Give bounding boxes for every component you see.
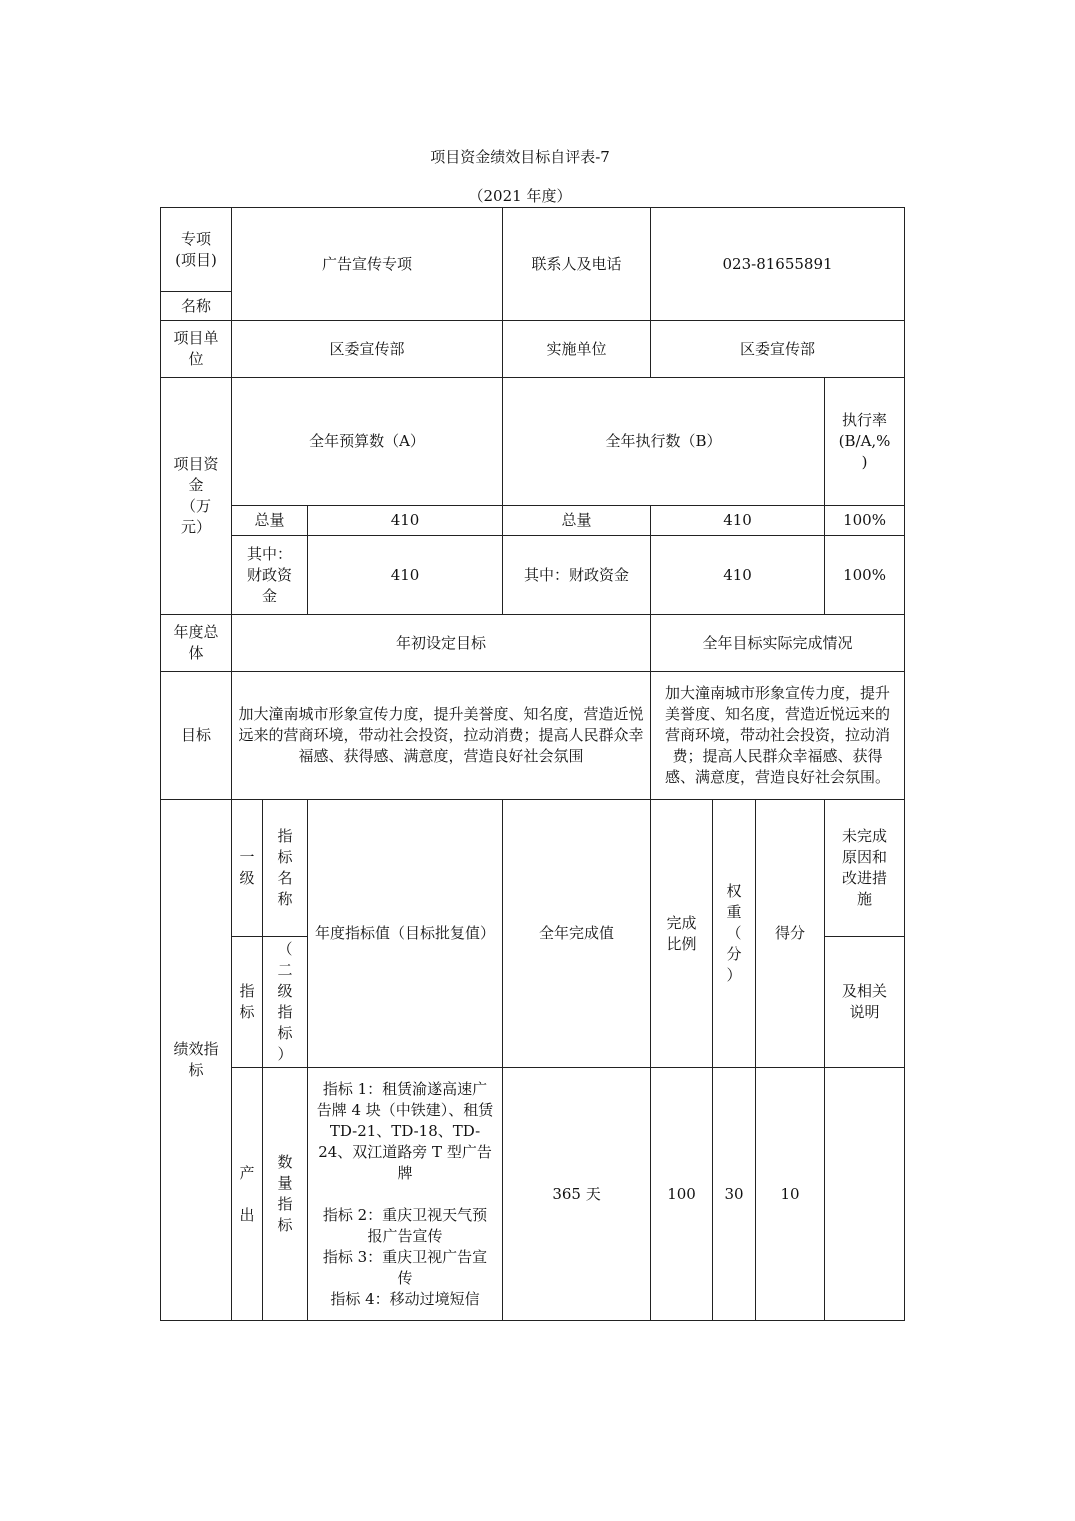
annual-budget-header: 全年预算数（A） (232, 378, 503, 506)
total-exec-value: 410 (651, 506, 825, 536)
indicator-weight: 30 (713, 1068, 756, 1321)
indicator-reason (825, 1068, 905, 1321)
form-title: 项目资金绩效目标自评表-7 (430, 148, 610, 166)
implementing-unit-value: 区委宣传部 (651, 321, 905, 378)
project-name-label: 专项 (项目) (161, 208, 232, 292)
total-rate-value: 100% (825, 506, 905, 536)
form-year: （2021 年度） (468, 187, 572, 205)
fiscal-budget-value: 410 (308, 536, 503, 615)
initial-goal-text: 加大潼南城市形象宣传力度，提升美誉度、知名度，营造近悦远来的营商环境，带动社会投资，拉动消费；提高人民群众幸福感、获得感、满意度，营造良好社会氛围 (232, 672, 651, 800)
level1-header-b: 指 标 (232, 937, 263, 1068)
total-label: 总量 (232, 506, 308, 536)
project-unit-value: 区委宣传部 (232, 321, 503, 378)
reason-header-b: 及相关 说明 (825, 937, 905, 1068)
execution-rate-header: 执行率 (B/A,% ) (825, 378, 905, 506)
level1-indicator: 产 出 (232, 1068, 263, 1321)
score-header: 得分 (756, 800, 825, 1068)
annual-execution-header: 全年执行数（B） (503, 378, 825, 506)
implementing-unit-label: 实施单位 (503, 321, 651, 378)
level2-indicator: 数 量 指 标 (263, 1068, 308, 1321)
initial-goal-header: 年初设定目标 (232, 615, 651, 672)
fiscal-funds-label: 其中： 财政资 金 (232, 536, 308, 615)
indicator-target-text: 指标 1：租赁渝遂高速广告牌 4 块（中铁建）、租赁 TD-21、TD-18、TD-24、双江道路旁 T 型广告牌 指标 2：重庆卫视天气预报广告宣传 指标 3：重庆卫视广告宣传 指标 4：移动过境短信 (308, 1068, 503, 1321)
project-name-value: 广告宣传专项 (232, 208, 503, 321)
level1-header-a: 一 级 (232, 800, 263, 937)
annual-goal-label: 年度总 体 (161, 615, 232, 672)
indicator-actual-value: 365 天 (503, 1068, 651, 1321)
goal-label: 目标 (161, 672, 232, 800)
fiscal-rate-value: 100% (825, 536, 905, 615)
table-row (161, 1068, 905, 1321)
level2-header-a: 指 标 名 称 (263, 800, 308, 937)
indicator-ratio: 100 (651, 1068, 713, 1321)
actual-value-header: 全年完成值 (503, 800, 651, 1068)
total-budget-value: 410 (308, 506, 503, 536)
project-funds-label: 项目资 金 （万 元） (161, 378, 232, 615)
target-value-header: 年度指标值（目标批复值） (308, 800, 503, 1068)
indicator-score: 10 (756, 1068, 825, 1321)
project-unit-label: 项目单 位 (161, 321, 232, 378)
reason-header-a: 未完成 原因和 改进措 施 (825, 800, 905, 937)
performance-evaluation-table (160, 207, 905, 1321)
project-name-label-2: 名称 (161, 292, 232, 321)
weight-header: 权 重 （ 分 ） (713, 800, 756, 1068)
fiscal-exec-value: 410 (651, 536, 825, 615)
contact-value: 023-81655891 (651, 208, 905, 321)
contact-label: 联系人及电话 (503, 208, 651, 321)
total-exec-label: 总量 (503, 506, 651, 536)
completion-ratio-header: 完成 比例 (651, 800, 713, 1068)
actual-goal-header: 全年目标实际完成情况 (651, 615, 905, 672)
fiscal-exec-label: 其中：财政资金 (503, 536, 651, 615)
level2-header-b: （ 二 级 指 标 ） (263, 937, 308, 1068)
actual-goal-text: 加大潼南城市形象宣传力度，提升美誉度、知名度，营造近悦远来的营商环境，带动社会投资，拉动消费；提高人民群众幸福感、获得感、满意度，营造良好社会氛围。 (651, 672, 905, 800)
performance-indicators-label: 绩效指 标 (161, 800, 232, 1321)
